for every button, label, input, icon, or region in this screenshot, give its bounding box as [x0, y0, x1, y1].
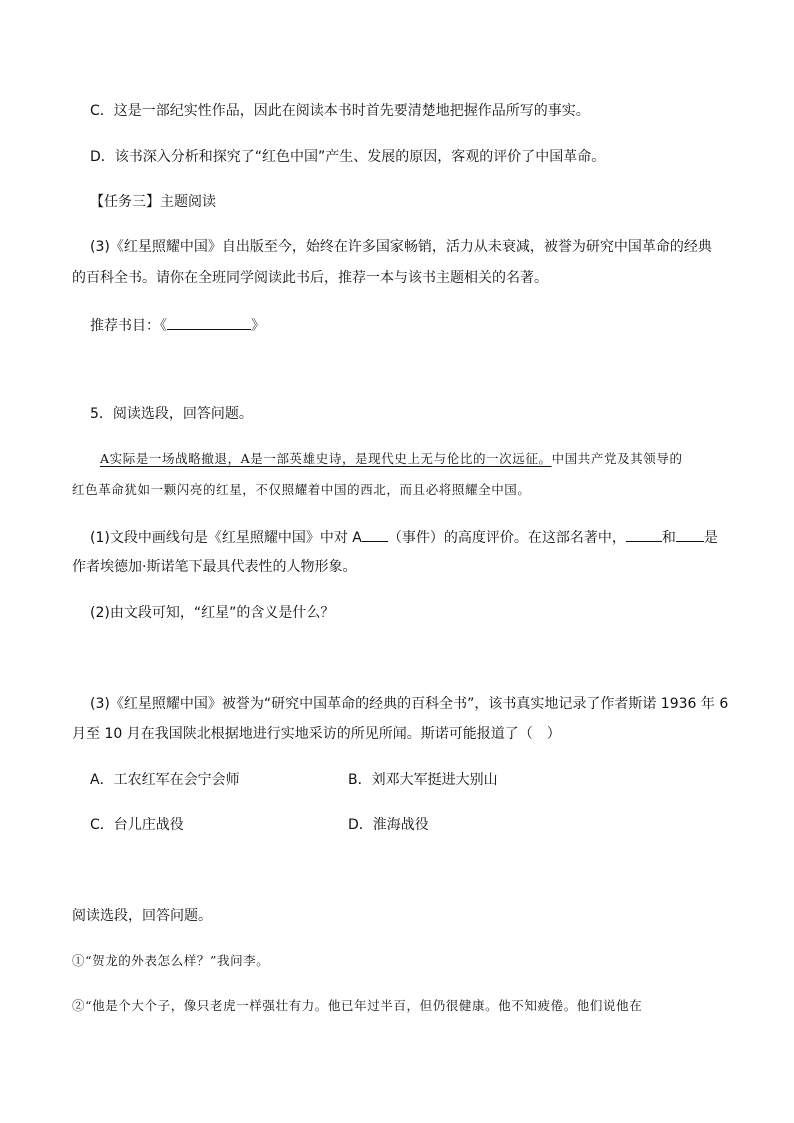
- para2: ②“他是个大个子，像只老虎一样强壮有力。他已年过半百，但仍很健康。他不知疲倦。他们说他在: [72, 998, 643, 1013]
- next-heading: 阅读选段，回答问题。: [72, 908, 212, 924]
- task3-heading: 【任务三】主题阅读: [90, 194, 216, 210]
- passage-line1: [100, 449, 683, 469]
- option-a: A．工农红军在会宁会师: [90, 772, 240, 788]
- sub2: (2)由文段可知，“红星”的含义是什么？: [90, 605, 335, 621]
- sub1-line1: [90, 526, 718, 548]
- character-blank-2[interactable]: [676, 526, 704, 542]
- q3-line2: 的百科全书。请你在全班同学阅读此书后，推荐一本与该书主题相关的名著。: [72, 270, 548, 286]
- recommend-suffix: 》: [251, 318, 265, 334]
- passage-underlined: A实际是一场战略撤退，A是一部英雄史诗，是现代史上无与伦比的一次远征。: [100, 451, 552, 466]
- character-blank-1[interactable]: [626, 526, 662, 542]
- sub1-part3: 和: [661, 530, 676, 546]
- sub3-line2: 月至 10 月在我国陕北根据地进行实地采访的所见所闻。斯诺可能报道了（ ）: [72, 726, 561, 742]
- option-c: C．这是一部纪实性作品，因此在阅读本书时首先要清楚地把握作品所写的事实。: [90, 103, 590, 119]
- option-d: D．该书深入分析和探究了“红色中国”产生、发展的原因，客观的评价了中国革命。: [90, 149, 606, 165]
- sub1-part1: (1)文段中画线句是《红星照耀中国》中对 A: [90, 530, 362, 546]
- sub3-line1: (3)《红星照耀中国》被誉为“研究中国革命的经典的百科全书”，该书真实地记录了作者斯诺 1936 年 6: [90, 696, 729, 712]
- passage-rest: 中国共产党及其领导的: [551, 451, 683, 466]
- q5-heading: 5．阅读选段，回答问题。: [90, 406, 253, 422]
- recommend-line: [90, 314, 265, 336]
- event-blank[interactable]: [362, 526, 388, 542]
- option-d2: D．淮海战役: [348, 817, 429, 833]
- recommend-blank[interactable]: [167, 314, 251, 330]
- recommend-prefix: 推荐书目：《: [90, 318, 167, 334]
- para1: ①“贺龙的外表怎么样？”我问李。: [72, 953, 270, 968]
- sub1-line2: 作者埃德加·斯诺笔下最具代表性的人物形象。: [72, 559, 357, 575]
- option-c2: C．台儿庄战役: [90, 817, 184, 833]
- passage-line2: 红色革命犹如一颗闪亮的红星，不仅照耀着中国的西北，而且必将照耀全中国。: [72, 482, 531, 497]
- sub1-part4: 是: [703, 530, 718, 546]
- option-b: B．刘邓大军挺进大别山: [348, 772, 498, 788]
- sub1-part2: （事件）的高度评价。在这部名著中，: [387, 530, 626, 546]
- q3-line1: (3)《红星照耀中国》自出版至今，始终在许多国家畅销，活力从未衰减，被誉为研究中国革命的经典: [90, 239, 712, 255]
